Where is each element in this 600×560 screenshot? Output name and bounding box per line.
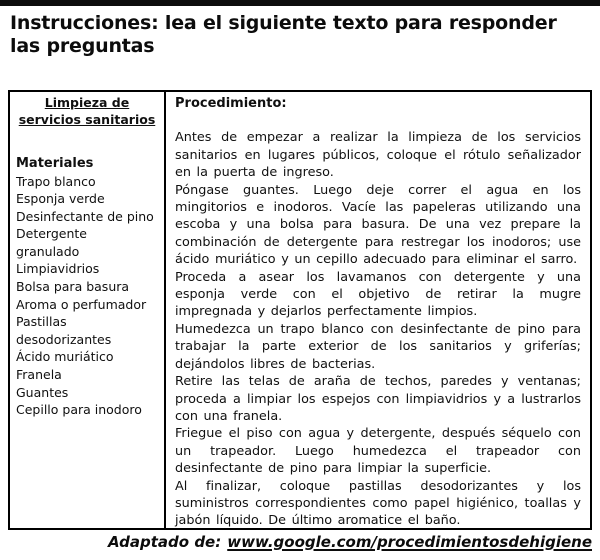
- procedure-paragraph: Al finalizar, coloque pastillas desodorizantes y los suministros correspondientes como papel higiénico, toallas y jabón líquido. De último aromatice el baño.: [175, 478, 581, 528]
- materials-label: Materiales: [16, 156, 94, 171]
- source-label: Adaptado de:: [108, 533, 222, 551]
- procedure-paragraph: Póngase guantes. Luego deje correr el agua en los mingitorios e inodoros. Vacíe las papeleras utilizando una escoba y una bolsa para basura. De una vez prepare la combinación de detergente para restregar los inodoros; use ácido muriático y un cepillo adecuado para eliminar el sarro.: [175, 182, 581, 268]
- procedure-paragraph: Humedezca un trapo blanco con desinfectante de pino para trabajar la parte exterior de los sanitarios y griferías; dejándolos libres de bacterias.: [175, 321, 581, 372]
- material-line: Esponja verde: [16, 191, 105, 207]
- material-line: Bolsa para basura: [16, 279, 130, 295]
- material-line: Aroma o perfumador: [16, 296, 147, 312]
- instructions-table: [8, 90, 592, 530]
- materials-title-line1: Limpieza de: [44, 95, 130, 110]
- material-line: Guantes: [16, 384, 69, 400]
- materials-column-title: [16, 95, 158, 128]
- material-line: Franela: [16, 367, 62, 383]
- procedure-paragraph: Antes de empezar a realizar la limpieza de los servicios sanitarios en lugares públicos, coloque el rótulo señalizador en la puerta de ingreso.: [175, 130, 581, 181]
- procedure-paragraph: Proceda a asear los lavamanos con detergente y una esponja verde con el objetivo de retirar la mugre impregnada y dejarlos perfectamente limpios.: [175, 269, 581, 320]
- material-line: desodorizantes: [16, 331, 112, 347]
- materials-title-line2: servicios sanitarios: [18, 111, 156, 127]
- material-line: Trapo blanco: [16, 173, 96, 189]
- source-link[interactable]: www.google.com/procedimientosdehigiene: [227, 533, 592, 551]
- material-line: Pastillas: [16, 314, 67, 330]
- material-line: Detergente: [16, 226, 87, 242]
- material-line: Desinfectante de pino: [16, 208, 154, 224]
- source-attribution: [0, 533, 592, 551]
- material-line: Limpiavidrios: [16, 261, 100, 277]
- top-rule: [0, 0, 600, 6]
- procedure-column: [166, 92, 590, 528]
- procedure-header: Procedimiento:: [175, 96, 287, 111]
- page-title: Instrucciones: lea el siguiente texto para responder las preguntas: [10, 12, 557, 57]
- material-line: Cepillo para inodoro: [16, 402, 142, 418]
- materials-column: [10, 92, 166, 528]
- material-line: granulado: [16, 243, 80, 259]
- material-line: Ácido muriático: [16, 349, 114, 365]
- procedure-paragraph: Friegue el piso con agua y detergente, después séquelo con un trapeador. Luego humedezca el trapeador con desinfectante de pino para limpiar la superficie.: [175, 426, 581, 477]
- procedure-paragraph: Retire las telas de araña de techos, paredes y ventanas; proceda a limpiar los espejos con limpiavidrios y a lustrarlos con una franela.: [175, 374, 581, 424]
